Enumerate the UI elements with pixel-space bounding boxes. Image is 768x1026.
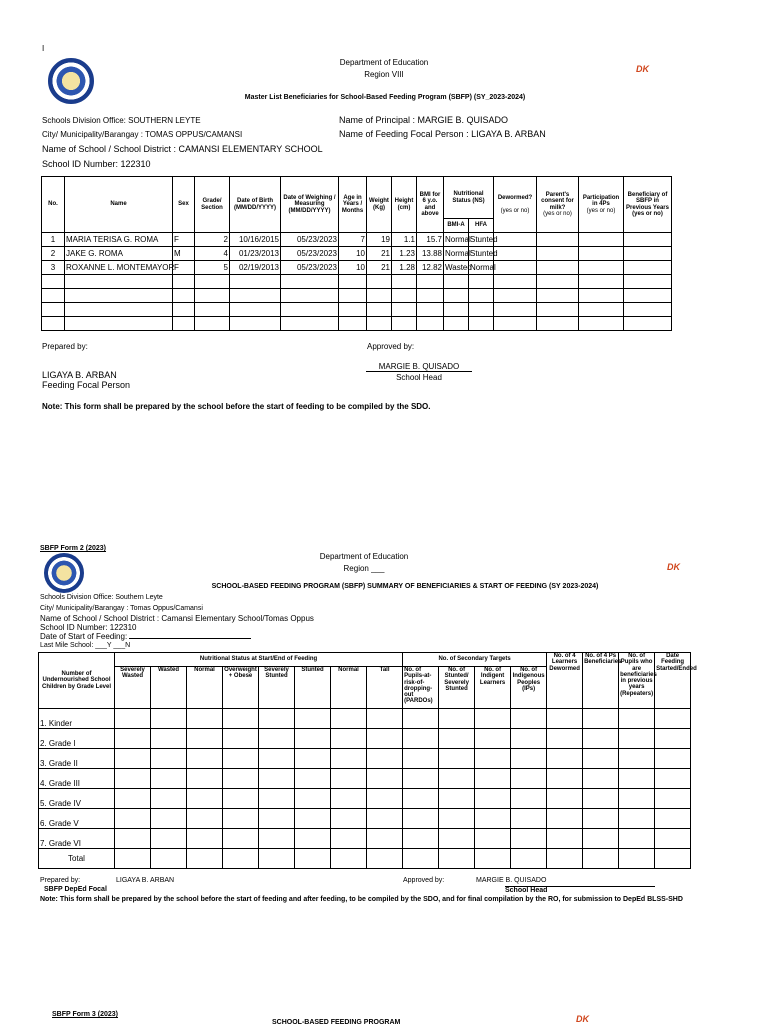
school-name-label: Name of School / School District : Camansi Elementary School/Tomas Oppus: [40, 614, 314, 623]
col-dow: Date of Weighing / Measuring (MM/DD/YYYY): [281, 177, 339, 233]
table-row: 1 MARIA TERISA G. ROMA F 2 10/16/2015 05/23/2023 7 19 1.1 15.7 Normal Stunted: [42, 233, 672, 247]
col-bmi: BMI for 6 y.o. and above: [417, 177, 444, 233]
last-mile-label: Last Mile School: ___Y ___N: [40, 642, 131, 649]
col-ns: Nutritional Status (NS): [444, 177, 494, 219]
dk-logo-icon: DK: [636, 64, 649, 74]
approver-name: MARGIE B. QUISADO: [476, 877, 547, 884]
dk-logo-icon: DK: [576, 1014, 589, 1024]
table-row: [39, 789, 691, 809]
sdo-label: Schools Division Office: Southern Leyte: [40, 594, 163, 601]
form-title: Master List Beneficiaries for School-Based Feeding Program (SBFP) (SY_2023-2024): [244, 94, 526, 101]
department-heading: Department of Education: [319, 552, 409, 561]
preparer-name: LIGAYA B. ARBAN: [42, 370, 117, 380]
approved-by-label: Approved by:: [367, 342, 415, 351]
grade-level-label: 2. Grade I: [39, 729, 115, 749]
table-row: 2 JAKE G. ROMA M 4 01/23/2013 05/23/2023 10 21 1.23 13.88 Normal Stunted: [42, 247, 672, 261]
col-hfa: HFA: [469, 219, 494, 233]
grade-level-label: 4. Grade III: [39, 769, 115, 789]
form3-title: SCHOOL-BASED FEEDING PROGRAM: [272, 1019, 401, 1026]
col-milk: Parent's consent for milk? (yes or no): [537, 177, 579, 233]
col-age: Age in Years / Months: [339, 177, 367, 233]
region-heading: Region ___: [343, 564, 385, 573]
prepared-by-label: Prepared by:: [42, 342, 88, 351]
city-label: City/ Municipality/Barangay : TOMAS OPPUS/CAMANSI: [42, 130, 243, 139]
grade-level-label: 1. Kinder: [39, 709, 115, 729]
table-row: [39, 809, 691, 829]
col-sex: Sex: [173, 177, 195, 233]
page1-note: Note: This form shall be prepared by the school before the start of feeding to be compiled by the SDO.: [42, 402, 431, 411]
table-row: [39, 829, 691, 849]
grade-level-label: 7. Grade VI: [39, 829, 115, 849]
table-row: 3 ROXANNE L. MONTEMAYOR F 5 02/19/2013 05/23/2023 10 21 1.28 12.82 Wasted Normal: [42, 261, 672, 275]
col-pardo: No. of Pupils-at-risk-of-dropping-out (PARDOs): [403, 667, 439, 709]
preparer-name: LIGAYA B. ARBAN: [116, 877, 175, 884]
col-height: Height (cm): [392, 177, 417, 233]
deped-seal-icon: [48, 58, 94, 104]
school-id-label: School ID Number: 122310: [40, 623, 137, 632]
col-stunted-targets: No. of Stunted/ Severely Stunted: [439, 667, 475, 709]
col-bmi-a: BMI-A: [444, 219, 469, 233]
form2-title: SCHOOL-BASED FEEDING PROGRAM (SBFP) SUMMARY OF BENEFICIARIES & START OF FEEDING (SY 2023-2024): [211, 583, 599, 590]
col-repeaters: No. of Pupils who are beneficiaries in previous years (Repeaters): [619, 653, 655, 709]
col-ips: No. of Indigenous Peoples (IPs): [511, 667, 547, 709]
city-label: City/ Municipality/Barangay : Tomas Oppus/Camansi: [40, 605, 203, 612]
table-row: [39, 749, 691, 769]
table-row-empty: [42, 317, 672, 331]
col-severely-stunted: Severely Stunted: [259, 667, 295, 709]
school-name-label: Name of School / School District : CAMANSI ELEMENTARY SCHOOL: [42, 144, 323, 154]
table-row-total: Total: [39, 849, 691, 869]
approver-role: School Head: [505, 886, 655, 894]
col-wasted: Wasted: [151, 667, 187, 709]
approver-role: School Head: [396, 373, 442, 382]
col-tall: Tall: [367, 667, 403, 709]
table-row: [39, 709, 691, 729]
sdo-label: Schools Division Office: SOUTHERN LEYTE: [42, 116, 201, 125]
grade-level-label: 6. Grade V: [39, 809, 115, 829]
col-grade: Grade/ Section: [195, 177, 230, 233]
region-heading: Region VIII: [364, 70, 404, 79]
table-row-empty: [42, 303, 672, 317]
approver-name: MARGIE B. QUISADO: [366, 362, 472, 372]
table-row-empty: [42, 275, 672, 289]
col-severely-wasted: Severely Wasted: [115, 667, 151, 709]
col-secondary-targets: No. of Secondary Targets: [403, 653, 547, 667]
corner-mark: I: [42, 44, 45, 53]
preparer-role: SBFP DepEd Focal: [44, 886, 107, 893]
preparer-role: Feeding Focal Person: [42, 380, 131, 390]
deped-seal-icon: [44, 553, 84, 593]
col-normal: Normal: [187, 667, 223, 709]
col-4ps: Participation in 4Ps (yes or no): [579, 177, 624, 233]
col-weight: Weight (Kg): [367, 177, 392, 233]
school-id-label: School ID Number: 122310: [42, 159, 151, 169]
grade-level-label: 3. Grade II: [39, 749, 115, 769]
col-dob: Date of Birth (MM/DD/YYYY): [230, 177, 281, 233]
prepared-by-label: Prepared by:: [40, 877, 81, 884]
col-children: Number of Undernourished School Children by Grade Level: [39, 653, 115, 709]
col-indigent: No. of Indigent Learners: [475, 667, 511, 709]
col-ns-group: Nutritional Status at Start/End of Feeding: [115, 653, 403, 667]
principal-label: Name of Principal : MARGIE B. QUISADO: [339, 115, 509, 125]
page2-note: Note: This form shall be prepared by the school before the start of feeding and after feeding, to be compiled by the SDO, and for final compilation by the RO, for submission to DepEd BLSS-SHD: [40, 896, 683, 903]
table-row: [39, 729, 691, 749]
col-no: No.: [42, 177, 65, 233]
department-heading: Department of Education: [339, 58, 429, 67]
form3-label: SBFP Form 3 (2023): [52, 1011, 119, 1018]
col-4ps: No. of 4 Ps Beneficiaries: [583, 653, 619, 709]
col-dewormed: Dewormed? (yes or no): [494, 177, 537, 233]
summary-table: [38, 652, 697, 869]
masterlist-table: [41, 176, 672, 331]
col-stunted: Stunted: [295, 667, 331, 709]
col-date-feeding: Date Feeding Started/Ended: [655, 653, 691, 709]
form2-label: SBFP Form 2 (2023): [40, 545, 107, 552]
col-dewormed: No. of 4 Learners Dewormed: [547, 653, 583, 709]
col-normal-hfa: Normal: [331, 667, 367, 709]
col-previous: Beneficiary of SBFP in Previous Years (yes or no): [624, 177, 672, 233]
table-row-empty: [42, 289, 672, 303]
approved-by-label: Approved by:: [403, 877, 445, 884]
focal-person-label: Name of Feeding Focal Person : LIGAYA B. ARBAN: [339, 129, 546, 139]
start-date-label: Date of Start of Feeding:: [40, 632, 251, 641]
col-name: Name: [65, 177, 173, 233]
table-row: [39, 769, 691, 789]
grade-level-label: 5. Grade IV: [39, 789, 115, 809]
col-overweight: Overweight + Obese: [223, 667, 259, 709]
dk-logo-icon: DK: [667, 562, 680, 572]
